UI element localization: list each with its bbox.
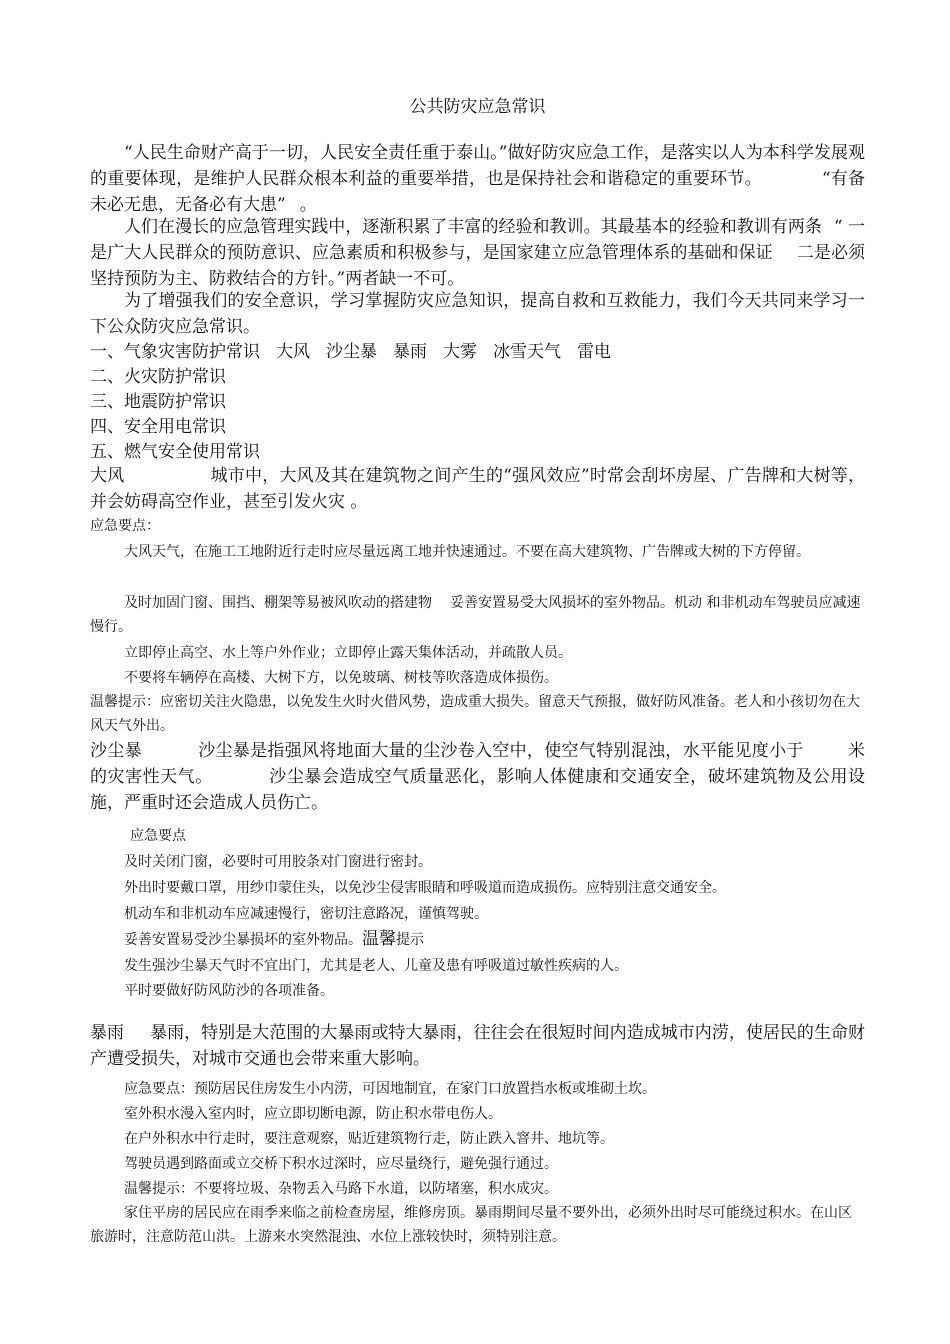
point-text: 立即停止露天集体活动，并疏散人员。 — [334, 645, 572, 661]
toc-sub-rainstorm: 暴雨 — [393, 342, 427, 362]
sand-point-5: 发生强沙尘暴天气时不宜出门，尤其是老人、儿童及患有呼吸道过敏性疾病的人。 — [124, 958, 628, 974]
section-description: 暴雨，特别是大范围的大暴雨或特大暴雨，往往会在很短时间内造成城市内涝，使居民的生命财产遭受损失，对城市交通也会带来重大影响。 — [90, 1023, 865, 1069]
section-description: 沙尘暴会造成空气质量恶化，影响人体健康和交通安全，破坏建筑物及公用设施，严重时还会造成人员伤亡。 — [90, 767, 866, 813]
toc-item-5: 五、燃气安全使用常识 — [90, 442, 260, 462]
sand-point-6: 平时要做好防风防沙的各项准备。 — [124, 983, 334, 999]
sand-point-2: 外出时要戴口罩，用纱巾蒙住头，以免沙尘侵害眼睛和呼吸道而造成损伤。应特别注意交通安全。 — [124, 880, 726, 896]
section-description: 沙尘暴是指强风将地面大量的尘沙卷入空中，使空气特别混浊，水平能见度小于 — [197, 741, 804, 761]
rain-point-5: 温馨提示：不要将垃圾、杂物丢入马路下水道，以防堵塞，积水成灾。 — [124, 1181, 558, 1197]
section-description: 米的灾害性天气。 — [90, 741, 866, 787]
wind-point-1: 大风天气，在施工工地附近行走时应尽量远离工地并快速通过。不要在高大建筑物、广告牌或大树的下方停留。 — [124, 544, 810, 560]
sand-point-1: 及时关闭门窗，必要时可用胶条对门窗进行密封。 — [124, 854, 432, 870]
intro-paragraph-3: 为了增强我们的安全意识，学习掌握防灾应急知识，提高自救和互救能力，我们今天共同来学习一下公众防灾应急常识。 — [90, 291, 865, 337]
wind-point-2 — [90, 591, 865, 639]
rain-section-intro — [90, 1020, 865, 1072]
intro-paragraph-1 — [90, 140, 865, 218]
point-text: 及时加固门窗、围挡、棚架等易被风吹动的搭建物 — [124, 595, 432, 611]
wind-tip: 温馨提示：应密切关注火隐患，以免发生火时火借风势，造成重大损失。留意天气预报，做好防风准备。老人和小孩切勿在大风天气外出。 — [90, 694, 860, 734]
rain-point-4: 驾驶员遇到路面或立交桥下积水过深时，应尽量绕行，避免强行通过。 — [124, 1156, 558, 1172]
sand-point-3: 机动车和非机动车应减速慢行，密切注意路况，谨慎驾驶。 — [124, 906, 488, 922]
rain-point-1: 应急要点：预防居民住房发生小内涝，可因地制宜，在家门口放置挡水板或堆砌土坎。 — [124, 1081, 656, 1097]
intro-period: 。 — [299, 195, 317, 215]
toc-sub-fog: 大雾 — [443, 342, 477, 362]
toc-item-4: 四、安全用电常识 — [90, 417, 226, 437]
tip-label: 温馨 — [362, 929, 396, 949]
toc-sub-sandstorm: 沙尘暴 — [326, 342, 377, 362]
intro-text: 人们在漫长的应急管理实践中，逐渐积累了丰富的经验和教训。其最基本的经验和教训有两条 — [124, 217, 822, 237]
intro-text: “人民生命财产高于一切，人民安全责任重于泰山。”做好防灾应急工作，是落实以人为本科学发展观的重要体现，是维护人民群众根本利益的重要举措，也是保持社会和谐稳定的重要环节。 — [90, 143, 865, 189]
section-heading: 暴雨 — [90, 1023, 125, 1043]
point-text: 妥善安置易受大风损坏的室外物品。机动 和非机动车驾驶员应减速慢行。 — [90, 595, 861, 635]
intro-quote: “有备未必无患，无备必有大患” — [90, 169, 865, 215]
toc-sub-wind: 大风 — [276, 342, 310, 362]
tip-label: 提示 — [396, 932, 424, 948]
rain-point-3: 在户外积水中行走时，要注意观察，贴近建筑物行走，防止跌入窨井、地坑等。 — [124, 1131, 614, 1147]
toc-item-3: 三、地震防护常识 — [90, 392, 226, 412]
wind-point-4: 不要将车辆停在高楼、大树下方，以免玻璃、树枝等吹落造成体损伤。 — [124, 670, 558, 686]
rain-point-2: 室外积水漫入室内时，应立即切断电源，防止积水带电伤人。 — [124, 1106, 502, 1122]
toc-sub-lightning: 雷电 — [577, 342, 611, 362]
section-heading: 沙尘暴 — [90, 741, 142, 761]
toc-sub-snow: 冰雪天气 — [493, 342, 561, 362]
sand-point-4 — [124, 926, 424, 952]
wind-points-label: 应急要点： — [90, 518, 160, 534]
wind-point-3 — [124, 641, 865, 665]
document-title: 公共防灾应急常识 — [409, 97, 546, 117]
section-description: 城市中，大风及其在建筑物之间产生的“强风效应”时常会刮坏房屋、广告牌和大树等，并会妨碍高空作业，甚至引发火灾 。 — [90, 466, 865, 512]
toc-item-1 — [90, 339, 865, 365]
toc-item-2: 二、火灾防护常识 — [90, 367, 226, 387]
toc-label: 一、气象灾害防护常识 — [90, 342, 260, 362]
intro-quote: “ 一是广大人民群众的预防意识、应急素质和积极参与，是国家建立应急管理体系的基础和保证 — [90, 217, 865, 263]
wind-section-intro — [90, 463, 865, 515]
point-text: 妥善安置易受沙尘暴损坏的室外物品。 — [124, 932, 362, 948]
section-heading: 大风 — [90, 466, 125, 486]
point-text: 立即停止高空、水上等户外作业； — [124, 645, 334, 661]
sand-points-label: 应急要点 — [130, 828, 186, 844]
intro-text: 二是必须坚持预防为主、防救结合的方针。”两者缺一不可。 — [90, 243, 866, 289]
sand-section-intro — [90, 738, 865, 816]
intro-paragraph-2 — [90, 214, 865, 292]
rain-point-6: 家住平房的居民应在雨季来临之前检查房屋，维修房顶。暴雨期间尽量不要外出，必须外出时尽可能绕过积水。在山区旅游时，注意防范山洪。上游来水突然混浊、水位上涨较快时，须特别注意。 — [90, 1205, 852, 1245]
